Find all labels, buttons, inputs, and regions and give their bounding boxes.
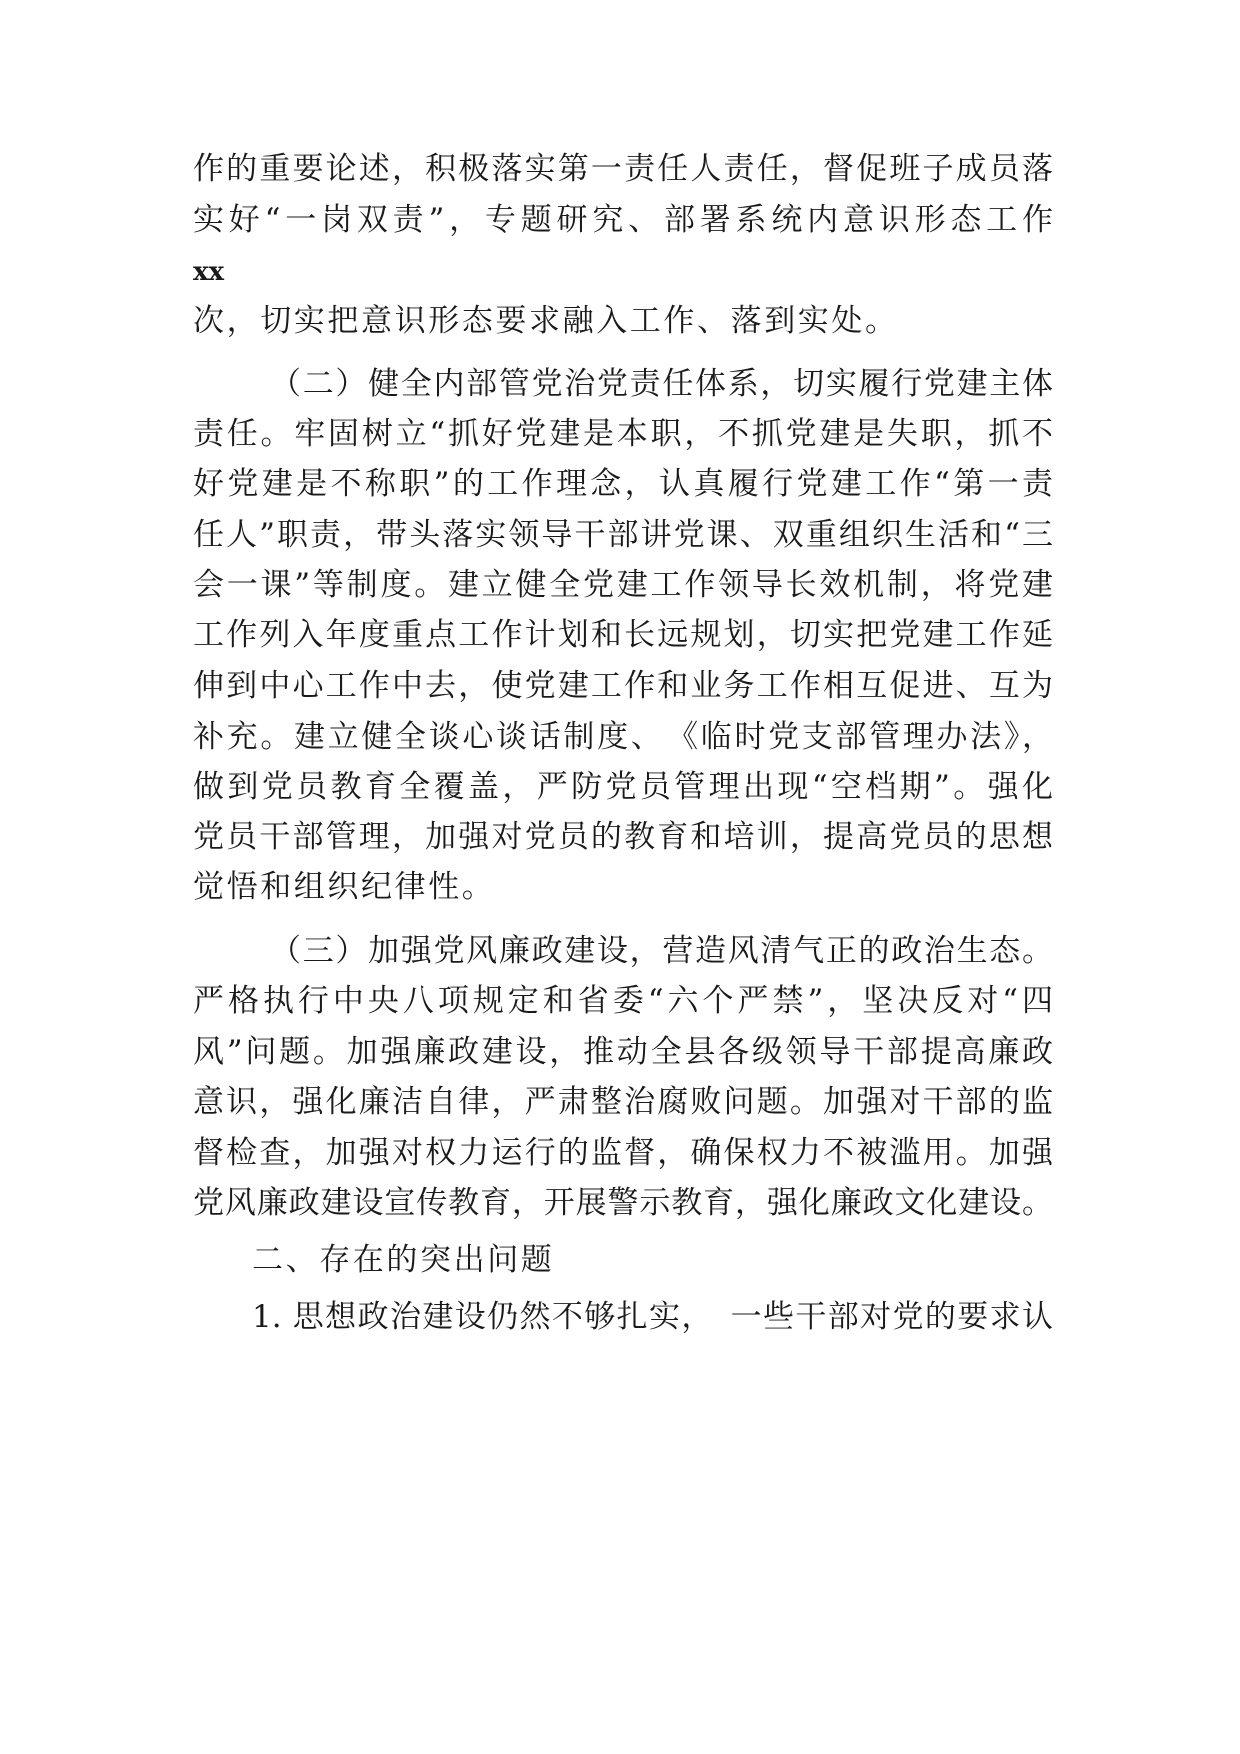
chapter-heading: 二、存在的突出问题 <box>252 1242 555 1278</box>
text-line: 作的重要论述，积极落实第一责任人责任，督促班子成员落 <box>193 151 1053 187</box>
text-line: 次，切实把意识形态要求融入工作、落到实处。 <box>193 303 899 339</box>
text-line: 责任。牢固树立“抓好党建是本职，不抓党建是失职，抓不 <box>193 416 1053 452</box>
text-line: 会一课”等制度。建立健全党建工作领导长效机制，将党建 <box>193 567 1053 603</box>
text-line: 意识，强化廉洁自律，严肃整治腐败问题。加强对干部的监 <box>193 1084 1053 1120</box>
text-line: 觉悟和组织纪律性。 <box>193 869 496 905</box>
text-line: 党员干部管理，加强对党员的教育和培训，提高党员的思想 <box>193 819 1053 855</box>
placeholder-count: xx <box>193 257 225 287</box>
text-line: 风”问题。加强廉政建设，推动全县各级领导干部提高廉政 <box>193 1034 1053 1070</box>
text-line: 实好“一岗双责”，专题研究、部署系统内意识形态工作 <box>193 202 1053 238</box>
text-line: 做到党员教育全覆盖，严防党员管理出现“空档期”。强化 <box>193 769 1053 805</box>
text-line: 严格执行中央八项规定和省委“六个严禁”，坚决反对“四 <box>193 983 1053 1019</box>
text-line: 补充。建立健全谈心谈话制度、 《临时党支部管理办法》， <box>193 719 1053 755</box>
section-heading-2: （二）健全内部管党治党责任体系，切实履行党建主体 <box>270 366 1053 402</box>
text-line: 任人”职责，带头落实领导干部讲党课、双重组织生活和“三 <box>193 517 1053 553</box>
section-heading-3: （三）加强党风廉政建设，营造风清气正的政治生态。 <box>270 933 1053 969</box>
numbered-item: 1. 思想政治建设仍然不够扎实， 一些干部对党的要求认 <box>252 1299 1053 1335</box>
text-line: 督检查，加强对权力运行的监督，确保权力不被滥用。加强 <box>193 1135 1053 1171</box>
text-line: 好党建是不称职”的工作理念，认真履行党建工作“第一责 <box>193 466 1053 502</box>
text-line: 伸到中心工作中去，使党建工作和业务工作相互促进、互为 <box>193 668 1053 704</box>
text-line: 党风廉政建设宣传教育，开展警示教育，强化廉政文化建设。 <box>193 1185 1053 1221</box>
text-line: 工作列入年度重点工作计划和长远规划，切实把党建工作延 <box>193 617 1053 653</box>
